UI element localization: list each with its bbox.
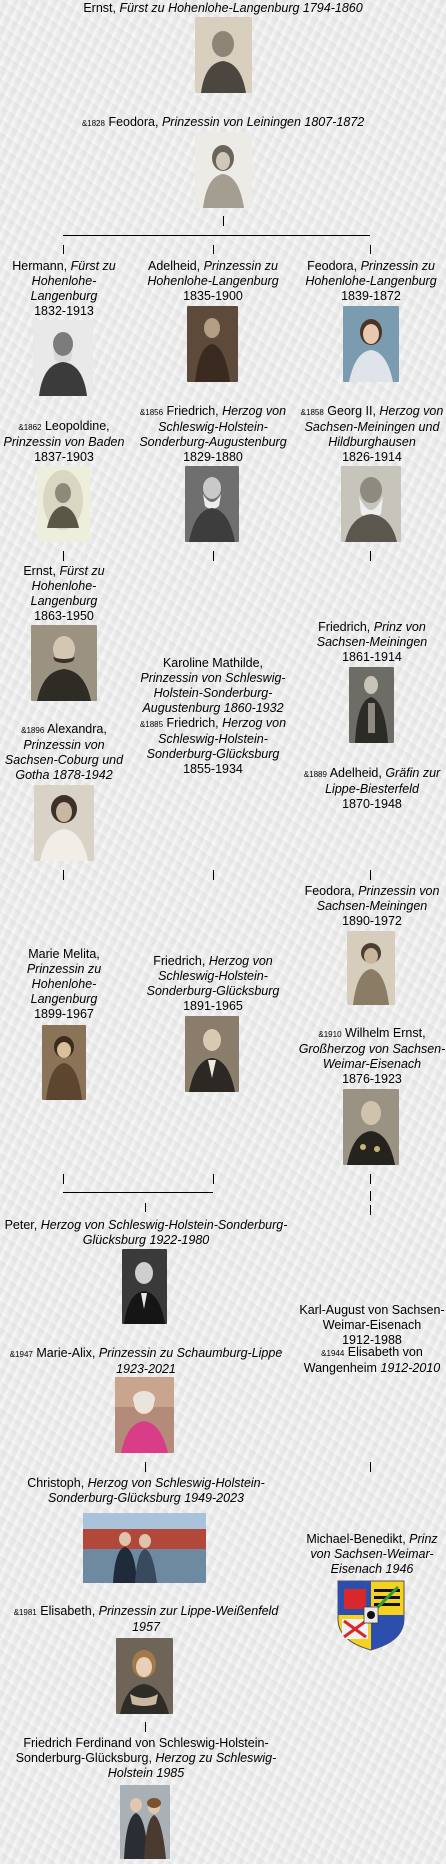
person-hermann: Hermann, Fürst zu Hohenlohe-Langenburg 1832-1913 [12, 259, 116, 318]
person-years: 1863-1950 [34, 609, 94, 623]
person-name: Hermann [12, 259, 64, 273]
person-name: Ernst [23, 564, 53, 578]
person-title: Großherzog von Sachsen-Weimar-Eisenach [298, 1042, 446, 1071]
portrait-ernst-1863 [31, 625, 97, 701]
person-title: Herzog von Schleswig-Holstein-Sonderburg-Augustenburg [139, 404, 287, 449]
person-name: Elisabeth von Wangenheim [303, 1345, 423, 1375]
person-michael-benedikt: Michael-Benedikt, Prinz von Sachsen-Weimar-Eisenach 1946 [306, 1532, 438, 1576]
person-title: Prinz von Sachsen-Meiningen [316, 620, 428, 649]
person-title: Prinzessin zu Hohenlohe-Langenburg [147, 259, 279, 288]
person-years: 1832-1913 [34, 304, 94, 318]
person-friedrich-gluecksburg-1855: &1885 Friedrich, Herzog von Schleswig-Holstein-Sonderburg-Glücksburg 1855-1934 [139, 716, 287, 776]
portrait-feodora-1807 [195, 132, 252, 208]
person-elisabeth-lippe-weissenfeld: &1981 Elisabeth, Prinzessin zur Lippe-Weißenfeld 1957 [13, 1604, 279, 1634]
marriage-mark: &1947 [9, 1350, 33, 1359]
marriage-mark: &1858 [300, 408, 324, 417]
person-peter: Peter, Herzog von Schleswig-Holstein-Sonderburg-Glücksburg 1922-1980 [4, 1218, 288, 1247]
person-years: 1912-2010 [380, 1361, 441, 1375]
person-name: Feodora [108, 115, 155, 129]
marriage-mark: &1885 [139, 720, 164, 729]
person-title: Prinzessin von Schleswig-Holstein-Sonderburg-Augustenburg 1860-1932 [140, 671, 286, 715]
portrait-georg-ii [341, 466, 401, 542]
portrait-feodora-1890 [347, 931, 395, 1005]
person-name: Friedrich [166, 716, 216, 730]
person-karl-august [298, 1303, 446, 1348]
person-friedrich-ferdinand: Friedrich Ferdinand von Schleswig-Holstein-Sonderburg-Glücksburg, Herzog zu Schleswig-Holstein 1985 [15, 1736, 277, 1780]
person-years: 1855-1934 [183, 762, 243, 776]
connector [63, 1174, 64, 1184]
person-title: Herzog von Schleswig-Holstein-Sonderburg-Glücksburg [146, 716, 287, 761]
person-friedrich-1891: Friedrich, Herzog von Schleswig-Holstein-Sonderburg-Glücksburg 1891-1965 [146, 954, 280, 1013]
person-name: Feodora [304, 884, 352, 898]
person-wilhelm-ernst: &1910 Wilhelm Ernst, Großherzog von Sachsen-Weimar-Eisenach 1876-1923 [298, 1026, 446, 1086]
person-years: 1912-1988 [342, 1333, 402, 1347]
portrait-friedrich-1891 [185, 1016, 239, 1092]
person-name: Elisabeth [40, 1604, 92, 1618]
connector [63, 551, 64, 561]
connector [145, 1462, 146, 1472]
person-years: 1861-1914 [342, 650, 402, 664]
person-title: Fürst zu Hohenlohe-Langenburg [30, 259, 116, 303]
portrait-peter [122, 1249, 167, 1324]
connector [63, 1192, 213, 1193]
marriage-mark: &1862 [18, 423, 42, 432]
person-name: Adelheid [329, 766, 379, 780]
person-feodora-1807: &1828 Feodora, Prinzessin von Leiningen 1807-1872 [81, 115, 365, 129]
person-elisabeth-wangenheim [298, 1345, 446, 1376]
person-georg-ii: &1858 Georg II, Herzog von Sachsen-Meiningen und Hildburghausen 1826-1914 [300, 404, 444, 464]
person-title: Prinz von Sachsen-Weimar-Eisenach 1946 [310, 1532, 438, 1576]
person-marie-melita: Marie Melita, Prinzessin zu Hohenlohe-Langenburg 1899-1967 [26, 947, 102, 1021]
person-title: Prinzessin von Sachsen-Coburg und Gotha 1878-1942 [4, 738, 124, 782]
person-alexandra: &1896 Alexandra, Prinzessin von Sachsen-Coburg und Gotha 1878-1942 [4, 722, 124, 782]
marriage-mark: &1944 [321, 1349, 345, 1358]
person-title: Herzog von Sachsen-Meiningen und Hildburghausen [304, 404, 444, 449]
portrait-friedrich-augustenburg [185, 466, 239, 542]
connector [370, 1174, 371, 1184]
portrait-friedrich-ferdinand [120, 1785, 170, 1859]
person-ernst-1863: Ernst, Fürst zu Hohenlohe-Langenburg 1863-1950 [23, 564, 105, 623]
connector [213, 551, 214, 561]
coat-of-arms-icon [336, 1579, 406, 1651]
person-name: Friedrich Ferdinand von Schleswig-Holstein-Sonderburg-Glücksburg [15, 1736, 269, 1765]
connector [213, 1174, 214, 1184]
person-name: Peter [4, 1218, 34, 1232]
marriage-mark: &1896 [21, 726, 45, 735]
person-leopoldine: &1862 Leopoldine, Prinzessin von Baden 1837-1903 [3, 419, 125, 464]
connector [370, 1191, 371, 1201]
person-adelheid-lippe: &1889 Adelheid, Gräfin zur Lippe-Biesterfeld 1870-1948 [303, 766, 441, 811]
person-years: 1890-1972 [342, 914, 402, 928]
person-feodora-1839: Feodora, Prinzessin zu Hohenlohe-Langenburg 1839-1872 [305, 259, 437, 303]
connector [370, 245, 371, 254]
connector [63, 235, 370, 236]
person-name: Wilhelm Ernst [345, 1026, 423, 1040]
person-marie-alix: &1947 Marie-Alix, Prinzessin zu Schaumburg-Lippe 1923-2021 [9, 1346, 283, 1376]
person-name: Christoph [27, 1476, 81, 1490]
connector [145, 1203, 146, 1212]
person-friedrich-augustenburg: &1856 Friedrich, Herzog von Schleswig-Holstein-Sonderburg-Augustenburg 1829-1880 [139, 404, 287, 464]
person-title: Herzog zu Schleswig-Holstein 1985 [107, 1751, 277, 1780]
person-years: 1891-1965 [183, 999, 243, 1013]
connector [370, 870, 371, 880]
person-name: Marie Melita [28, 947, 97, 961]
person-title: Prinzessin von Leiningen 1807-1872 [161, 115, 365, 129]
connector [63, 870, 64, 880]
portrait-marie-alix [115, 1377, 174, 1453]
portrait-leopoldine [37, 466, 90, 542]
person-title: Fürst zu Hohenlohe-Langenburg [30, 564, 105, 608]
connector [223, 216, 224, 226]
person-years: 1899-1967 [34, 1007, 94, 1021]
portrait-ernst-1794 [195, 17, 252, 93]
person-name: Michael-Benedikt [306, 1532, 403, 1546]
connector [213, 870, 214, 880]
connector [370, 1462, 371, 1472]
person-title: Prinzessin zu Schaumburg-Lippe 1923-2021 [98, 1346, 283, 1376]
person-name: Friedrich [153, 954, 202, 968]
connector [213, 245, 214, 254]
person-years: 1826-1914 [342, 450, 402, 464]
person-name: Feodora [307, 259, 354, 273]
person-title: Prinzessin zu Hohenlohe-Langenburg [26, 962, 102, 1006]
person-name: Adelheid [148, 259, 197, 273]
person-name: Karl-August von Sachsen-Weimar-Eisenach [299, 1303, 445, 1332]
portrait-alexandra [34, 785, 94, 861]
portrait-feodora-1839 [343, 306, 399, 382]
portrait-christoph [83, 1513, 206, 1583]
person-years: 1839-1872 [341, 289, 401, 303]
person-name: Alexandra [47, 722, 104, 736]
connector [370, 551, 371, 561]
person-years: 1829-1880 [183, 450, 243, 464]
person-name: Karoline Mathilde [162, 656, 260, 670]
marriage-mark: &1828 [81, 119, 105, 128]
portrait-wilhelm-ernst [343, 1089, 399, 1165]
person-title: Fürst zu Hohenlohe-Langenburg 1794-1860 [119, 1, 363, 15]
person-title: Prinzessin zu Hohenlohe-Langenburg [305, 259, 437, 288]
person-name: Ernst [83, 1, 113, 15]
connector [63, 245, 64, 254]
person-name: Leopoldine [44, 419, 107, 433]
person-name: Friedrich [166, 404, 216, 418]
portrait-marie-melita [42, 1025, 86, 1100]
portrait-adelheid [187, 306, 238, 382]
person-title: Prinzessin von Sachsen-Meiningen [316, 884, 440, 913]
connector [370, 1205, 371, 1215]
person-karoline-mathilde: Karoline Mathilde, Prinzessin von Schleswig-Holstein-Sonderburg-Augustenburg 1860-1932 [140, 656, 286, 715]
person-name: Georg II [327, 404, 373, 418]
person-years: 1876-1923 [342, 1072, 402, 1086]
person-friedrich-sachsen-meiningen: Friedrich, Prinz von Sachsen-Meiningen 1861-1914 [316, 620, 428, 664]
marriage-mark: &1981 [13, 1608, 37, 1617]
person-name: Marie-Alix [36, 1346, 92, 1360]
person-title: Gräfin zur Lippe-Biesterfeld [325, 766, 441, 796]
portrait-elisabeth-lippe-weissenfeld [116, 1638, 173, 1714]
person-years: 1835-1900 [183, 289, 243, 303]
person-title: Prinzessin zur Lippe-Weißenfeld 1957 [98, 1604, 279, 1634]
person-title: Herzog von Schleswig-Holstein-Sonderburg-Glücksburg 1949-2023 [48, 1476, 265, 1505]
portrait-friedrich-sachsen-meiningen [349, 667, 394, 743]
marriage-mark: &1856 [139, 408, 164, 417]
person-title: Prinzessin von Baden [3, 435, 125, 449]
marriage-mark: &1910 [318, 1030, 342, 1039]
person-adelheid: Adelheid, Prinzessin zu Hohenlohe-Langenburg 1835-1900 [147, 259, 279, 303]
marriage-mark: &1889 [303, 770, 327, 779]
person-christoph: Christoph, Herzog von Schleswig-Holstein-Sonderburg-Glücksburg 1949-2023 [27, 1476, 265, 1505]
person-name: Friedrich [318, 620, 367, 634]
person-years: 1870-1948 [342, 797, 402, 811]
person-ernst-1794: Ernst, Fürst zu Hohenlohe-Langenburg 1794-1860 [83, 1, 363, 15]
person-title: Herzog von Schleswig-Holstein-Sonderburg-Glücksburg [146, 954, 280, 998]
connector [145, 1722, 146, 1732]
person-title: Herzog von Schleswig-Holstein-Sonderburg-Glücksburg 1922-1980 [40, 1218, 288, 1247]
person-feodora-1890: Feodora, Prinzessin von Sachsen-Meiningen 1890-1972 [304, 884, 440, 928]
person-years: 1837-1903 [34, 450, 94, 464]
portrait-hermann [33, 320, 93, 396]
